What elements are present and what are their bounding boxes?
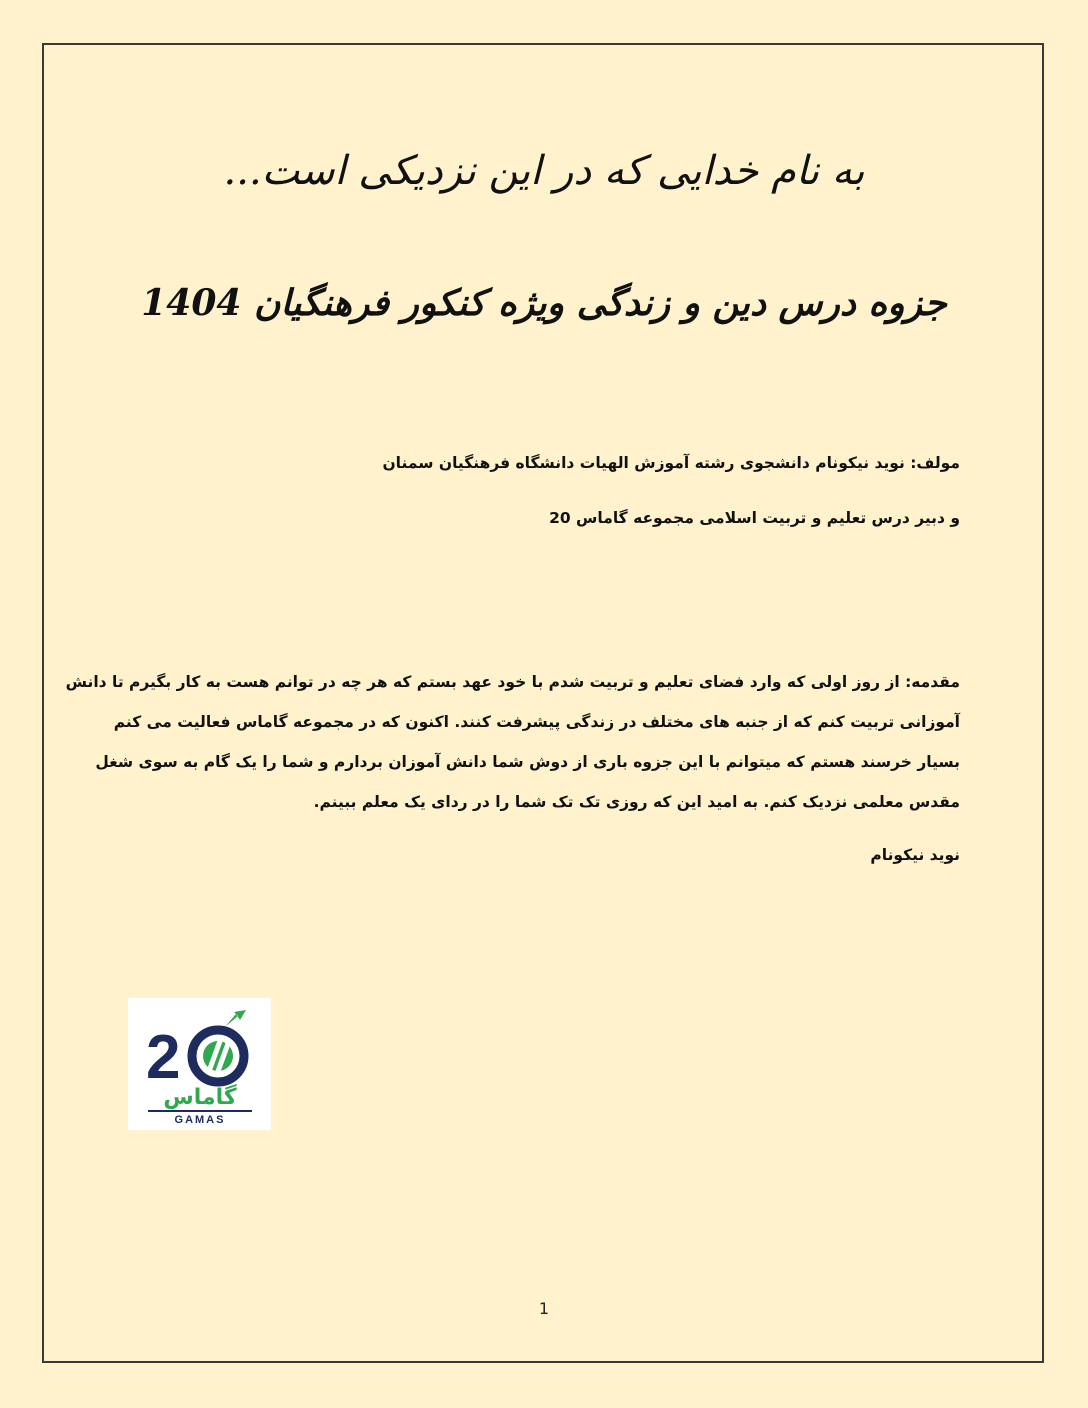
intro-line: آموزانی تربیت کنم که از جنبه های مختلف در زندگی پیشرفت کنند. اکنون که در مجموعه گاماس فعالیت می کنم	[113, 713, 960, 731]
page-number: 1	[538, 1299, 550, 1318]
document-invocation-title: به نام خدایی که در این نزدیکی است...	[223, 148, 865, 194]
svg-text:2: 2	[146, 1023, 181, 1092]
gamas-logo-icon	[128, 998, 271, 1130]
logo-persian-text: گاماس	[163, 1085, 237, 1110]
introduction-paragraph	[65, 672, 960, 832]
teacher-line: و دبیر درس تعلیم و تربیت اسلامی مجموعه گاماس 20	[549, 509, 960, 527]
intro-line: بسیار خرسند هستم که میتوانم با این جزوه باری از دوش شما دانش آموزان بردارم و شما را یک گام به سوی شغل	[95, 753, 960, 771]
intro-line: مقدمه: از روز اولی که وارد فضای تعلیم و تربیت شدم با خود عهد بستم که هر چه در توانم هست به کار بگیرم تا دانش	[65, 673, 960, 691]
gamas-logo	[128, 998, 271, 1130]
document-main-title: جزوه درس دین و زندگی ویژه کنکور فرهنگیان 1404	[141, 282, 947, 324]
signature: نوید نیکونام	[870, 846, 960, 864]
intro-line: مقدس معلمی نزدیک کنم. به امید این که روزی تک تک شما را در ردای یک معلم ببینم.	[313, 793, 960, 811]
author-line: مولف: نوید نیکونام دانشجوی رشته آموزش الهیات دانشگاه فرهنگیان سمنان	[382, 454, 960, 472]
logo-latin-text: GAMAS	[174, 1114, 226, 1126]
